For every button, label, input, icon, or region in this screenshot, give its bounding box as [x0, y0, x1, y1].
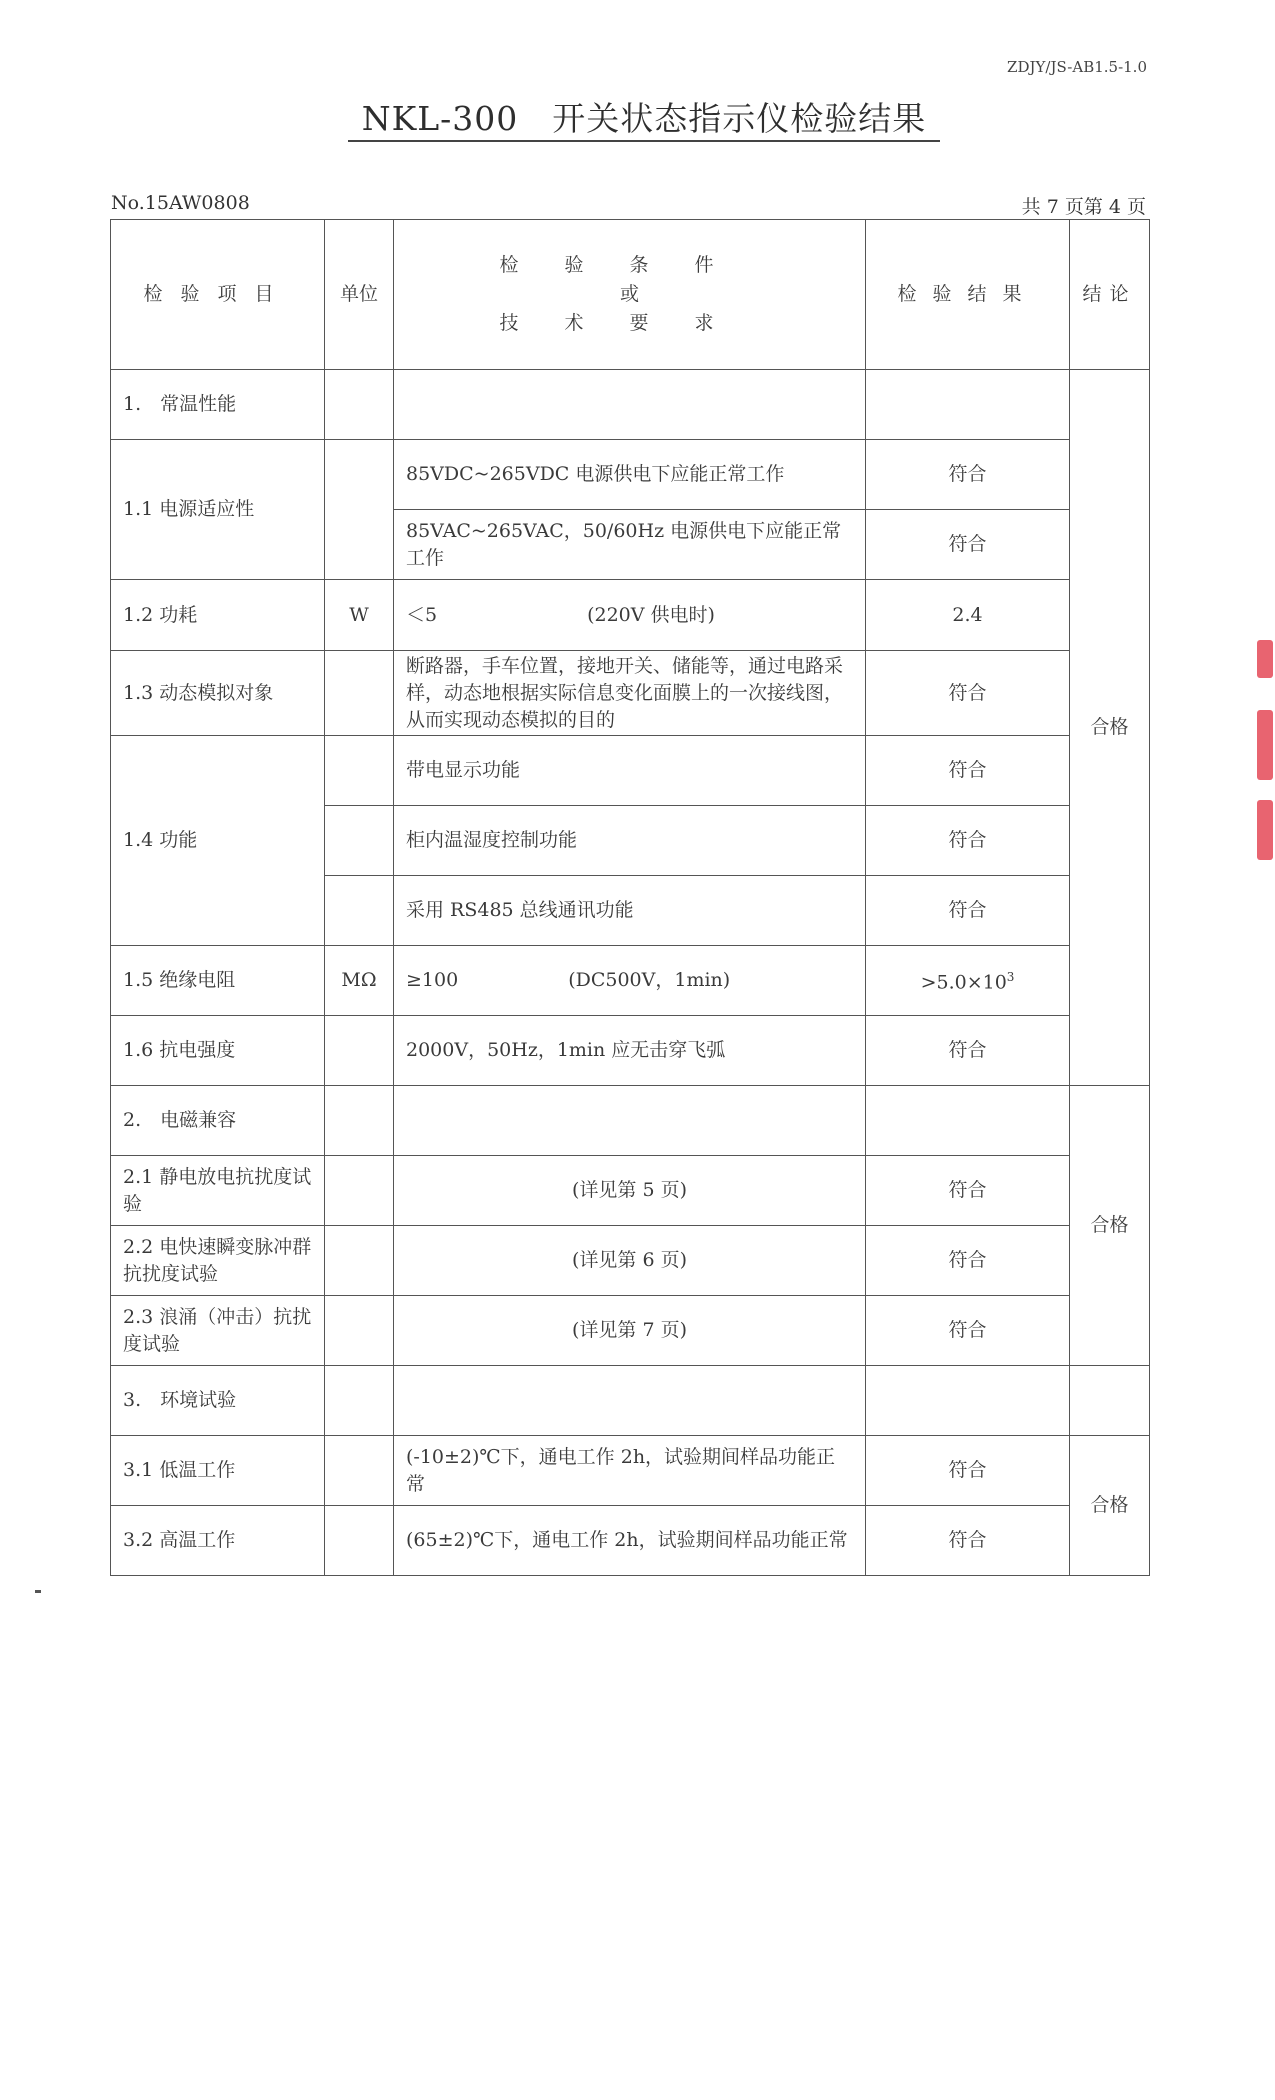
unit-cell	[325, 1156, 394, 1226]
section-row	[111, 1366, 1150, 1436]
header-cond-line2: 或	[619, 283, 639, 305]
item-label: 1.4 功能	[111, 736, 325, 946]
result-cell	[866, 1366, 1070, 1436]
results-table	[110, 219, 1150, 1576]
result-cell: 符合	[866, 440, 1070, 510]
result-cell: 符合	[866, 651, 1070, 736]
unit-cell	[325, 1366, 394, 1436]
condition-note: (220V 供电时)	[587, 603, 715, 626]
condition-cell: 2000V，50Hz，1min 应无击穿飞弧	[394, 1016, 866, 1086]
table-row	[111, 440, 1150, 510]
result-cell: 符合	[866, 876, 1070, 946]
item-label: 2.3 浪涌（冲击）抗扰度试验	[111, 1296, 325, 1366]
condition-cell: (-10±2)℃下，通电工作 2h，试验期间样品功能正常	[394, 1436, 866, 1506]
table-header-row	[111, 220, 1150, 370]
condition-cell: 85VDC~265VDC 电源供电下应能正常工作	[394, 440, 866, 510]
unit-cell	[325, 806, 394, 876]
conclusion-cell: 合格	[1070, 1086, 1150, 1366]
item-label: 1.6 抗电强度	[111, 1016, 325, 1086]
table-row	[111, 580, 1150, 651]
result-cell: 符合	[866, 1436, 1070, 1506]
condition-cell: (65±2)℃下，通电工作 2h，试验期间样品功能正常	[394, 1506, 866, 1576]
item-label: 1.2 功耗	[111, 580, 325, 651]
table-row	[111, 651, 1150, 736]
table-row	[111, 1436, 1150, 1506]
unit-cell	[325, 370, 394, 440]
condition-cell: 采用 RS485 总线通讯功能	[394, 876, 866, 946]
item-label: 3.1 低温工作	[111, 1436, 325, 1506]
condition-cell	[394, 1086, 866, 1156]
condition-cell	[394, 580, 866, 651]
unit-cell	[325, 876, 394, 946]
header-result: 检验结果	[866, 220, 1070, 370]
page-info: 共 7 页第 4 页	[1021, 196, 1146, 218]
header-cond-line1: 检验条件	[499, 254, 760, 276]
table-row	[111, 1016, 1150, 1086]
item-label: 1.5 绝缘电阻	[111, 946, 325, 1016]
result-cell: 符合	[866, 1156, 1070, 1226]
result-cell: 符合	[866, 1226, 1070, 1296]
header-item: 检验项目	[111, 220, 325, 370]
result-cell	[866, 946, 1070, 1016]
header-cond-line3: 技术要求	[499, 312, 760, 334]
item-label: 1.1 电源适应性	[111, 440, 325, 580]
header-unit: 单位	[325, 220, 394, 370]
section-label: 2. 电磁兼容	[111, 1086, 325, 1156]
unit-cell: MΩ	[325, 946, 394, 1016]
conclusion-cell: 合格	[1070, 370, 1150, 1086]
item-label: 2.2 电快速瞬变脉冲群抗扰度试验	[111, 1226, 325, 1296]
unit-cell	[325, 1296, 394, 1366]
condition-value: ≥100	[406, 969, 459, 991]
report-number: No.15AW0808	[111, 192, 250, 214]
section-row	[111, 1086, 1150, 1156]
table-row	[111, 1226, 1150, 1296]
page-title	[348, 98, 940, 142]
section-row	[111, 370, 1150, 440]
condition-cell	[394, 370, 866, 440]
header-condition	[394, 220, 866, 370]
header-conclusion: 结论	[1070, 220, 1150, 370]
unit-cell	[325, 1226, 394, 1296]
condition-cell: 柜内温湿度控制功能	[394, 806, 866, 876]
condition-cell: 带电显示功能	[394, 736, 866, 806]
unit-cell	[325, 1086, 394, 1156]
scan-mark	[35, 1590, 41, 1593]
result-cell: 2.4	[866, 580, 1070, 651]
result-value: >5.0×10	[920, 971, 1007, 994]
condition-note: (DC500V，1min)	[568, 969, 731, 991]
unit-cell	[325, 1506, 394, 1576]
conclusion-cell	[1070, 1366, 1150, 1436]
unit-cell	[325, 440, 394, 580]
result-cell	[866, 370, 1070, 440]
result-cell: 符合	[866, 736, 1070, 806]
table-row	[111, 1156, 1150, 1226]
result-cell: 符合	[866, 1016, 1070, 1086]
condition-cell: (详见第 7 页)	[394, 1296, 866, 1366]
table-row	[111, 946, 1150, 1016]
item-label: 3.2 高温工作	[111, 1506, 325, 1576]
condition-value: ＜5	[406, 603, 438, 626]
result-cell: 符合	[866, 1296, 1070, 1366]
unit-cell	[325, 736, 394, 806]
condition-cell: 85VAC~265VAC，50/60Hz 电源供电下应能正常工作	[394, 510, 866, 580]
red-stamp-fragment	[1253, 640, 1275, 880]
item-label: 1.3 动态模拟对象	[111, 651, 325, 736]
condition-cell: (详见第 6 页)	[394, 1226, 866, 1296]
section-label: 1. 常温性能	[111, 370, 325, 440]
table-row	[111, 1296, 1150, 1366]
unit-cell	[325, 651, 394, 736]
result-cell	[866, 1086, 1070, 1156]
page-title-text: NKL-300 开关状态指示仪检验结果	[361, 99, 927, 138]
result-exponent: 3	[1006, 970, 1015, 985]
condition-cell: 断路器，手车位置，接地开关、储能等，通过电路采样，动态地根据实际信息变化面膜上的一次接线图，从而实现动态模拟的目的	[394, 651, 866, 736]
result-cell: 符合	[866, 1506, 1070, 1576]
section-label: 3. 环境试验	[111, 1366, 325, 1436]
document-code: ZDJY/JS-AB1.5-1.0	[1007, 58, 1147, 76]
unit-cell: W	[325, 580, 394, 651]
condition-cell: (详见第 5 页)	[394, 1156, 866, 1226]
table-row	[111, 736, 1150, 806]
conclusion-cell: 合格	[1070, 1436, 1150, 1576]
result-cell: 符合	[866, 510, 1070, 580]
condition-cell	[394, 946, 866, 1016]
result-cell: 符合	[866, 806, 1070, 876]
unit-cell	[325, 1016, 394, 1086]
condition-cell	[394, 1366, 866, 1436]
unit-cell	[325, 1436, 394, 1506]
table-row	[111, 1506, 1150, 1576]
item-label: 2.1 静电放电抗扰度试验	[111, 1156, 325, 1226]
